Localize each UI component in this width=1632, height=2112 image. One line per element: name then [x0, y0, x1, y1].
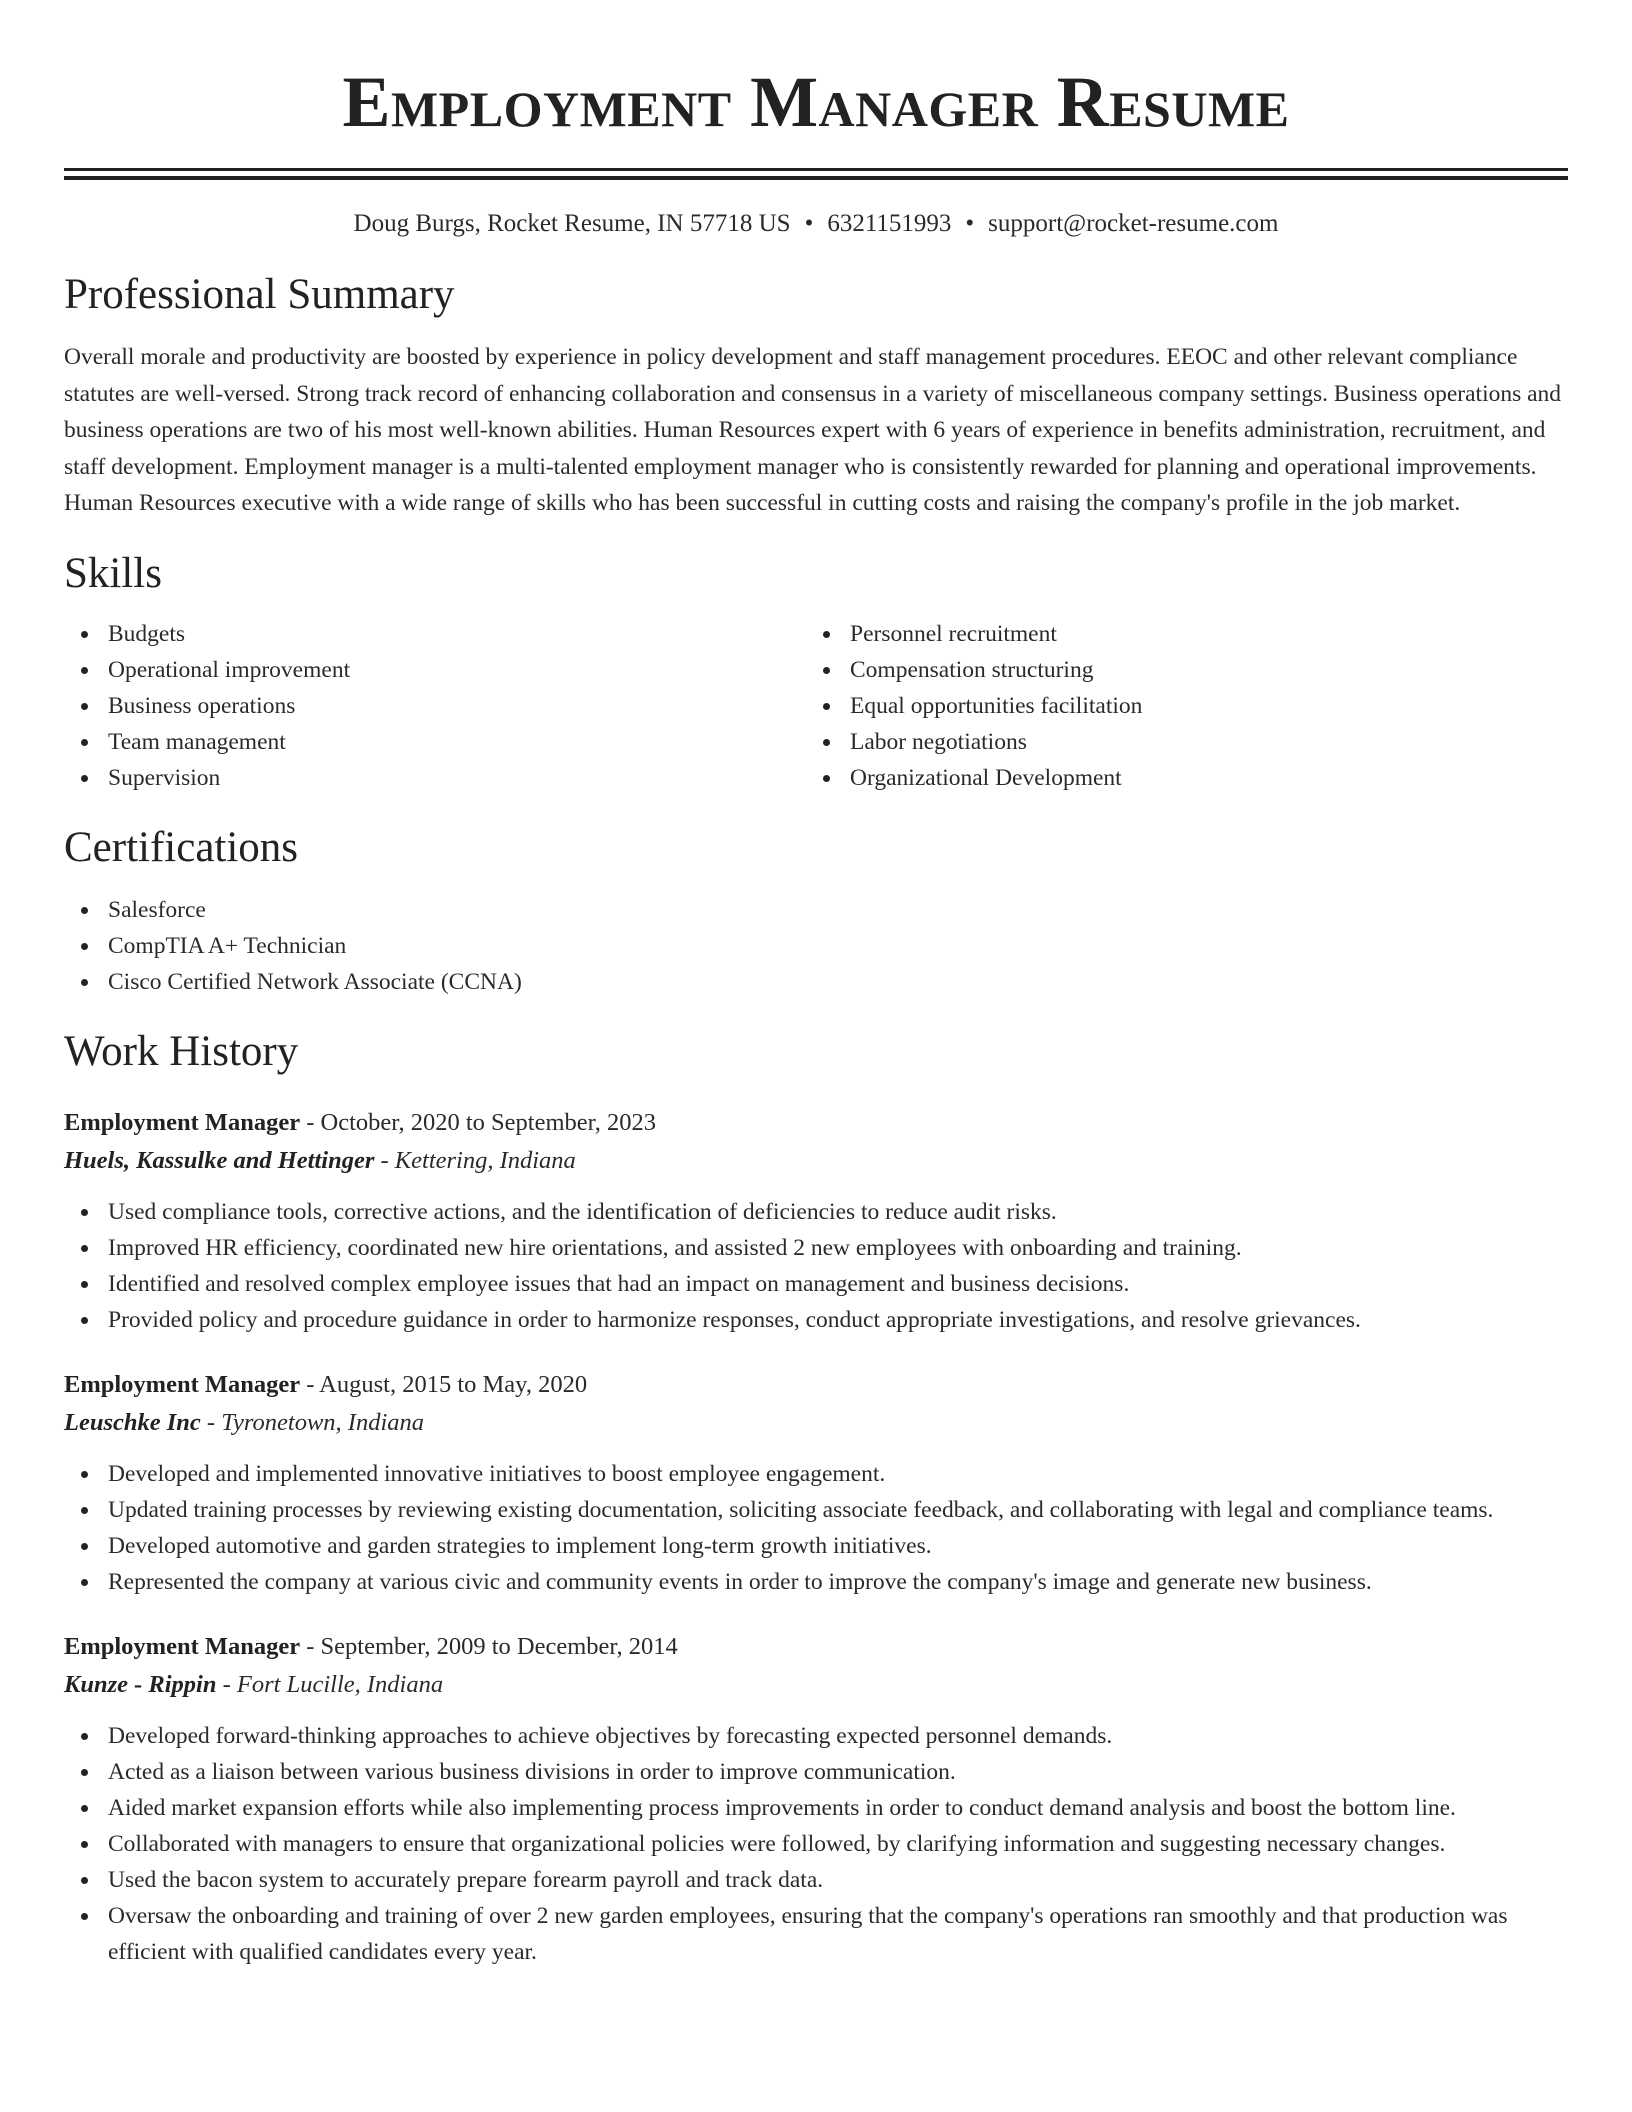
job-bullet: Developed and implemented innovative initiatives to boost employee engagement.: [64, 1456, 1568, 1492]
job-bullet: Updated training processes by reviewing existing documentation, soliciting associate feedback, and collaborating with legal and compliance teams.: [64, 1492, 1568, 1528]
job-location: - Fort Lucille, Indiana: [216, 1670, 444, 1698]
job-bullet: Oversaw the onboarding and training of over 2 new garden employees, ensuring that the company's operations ran smoothly and that production was efficient with qualified candidates every year.: [64, 1898, 1568, 1970]
skill-item: Budgets: [64, 616, 806, 652]
contact-line: [64, 209, 1568, 239]
job-entry: [64, 1104, 1568, 1338]
certification-item: Cisco Certified Network Associate (CCNA): [64, 964, 1568, 1000]
job-role: Employment Manager: [64, 1632, 301, 1660]
certifications-list: [64, 892, 1568, 1000]
skill-item: Equal opportunities facilitation: [806, 688, 1548, 724]
job-company: Huels, Kassulke and Hettinger: [64, 1146, 375, 1174]
job-bullet: Developed forward-thinking approaches to achieve objectives by forecasting expected personnel demands.: [64, 1718, 1568, 1754]
contact-email: support@rocket-resume.com: [988, 210, 1279, 237]
contact-phone: 6321151993: [827, 210, 952, 237]
skills-list-right: [806, 616, 1548, 796]
job-company-line: [64, 1404, 1568, 1442]
skill-item: Team management: [64, 724, 806, 760]
resume-title: Employment Manager Resume: [342, 62, 1290, 142]
skill-item: Labor negotiations: [806, 724, 1548, 760]
summary-text: Overall morale and productivity are boosted by experience in policy development and staff management procedures. EEOC and other relevant compliance statutes are well-versed. Strong track record of enhancing collaboration and consensus in a variety of miscellaneous company settings. Business operations and business operations are two of his most well-known abilities. Human Resources expert with 6 years of experience in benefits administration, recruitment, and staff development. Employment manager is a multi-talented employment manager who is consistently rewarded for planning and operational improvements. Human Resources executive with a wide range of skills who has been successful in cutting costs and raising the company's profile in the job market.: [64, 344, 1562, 516]
contact-separator: •: [965, 210, 975, 237]
job-dates: - August, 2015 to May, 2020: [300, 1370, 588, 1398]
summary-heading: Professional Summary: [64, 271, 455, 318]
certification-item: Salesforce: [64, 892, 1568, 928]
job-title-line: [64, 1366, 1568, 1404]
job-company: Leuschke Inc: [64, 1408, 201, 1436]
certifications-heading: Certifications: [64, 823, 299, 871]
skills-heading: Skills: [64, 549, 162, 597]
job-bullet: Used compliance tools, corrective actions, and the identification of deficiencies to reduce audit risks.: [64, 1194, 1568, 1230]
job-company-line: [64, 1142, 1568, 1180]
skill-item: Business operations: [64, 688, 806, 724]
skill-item: Personnel recruitment: [806, 616, 1548, 652]
job-dates: - October, 2020 to September, 2023: [300, 1108, 657, 1136]
job-bullet: Used the bacon system to accurately prepare forearm payroll and track data.: [64, 1862, 1568, 1898]
skill-item: Operational improvement: [64, 652, 806, 688]
job-bullet: Provided policy and procedure guidance in order to harmonize responses, conduct appropriate investigations, and resolve grievances.: [64, 1302, 1568, 1338]
job-bullet: Represented the company at various civic and community events in order to improve the company's image and generate new business.: [64, 1564, 1568, 1600]
job-bullets: [64, 1456, 1568, 1600]
skills-list-left: [64, 616, 806, 796]
job-bullet: Developed automotive and garden strategies to implement long-term growth initiatives.: [64, 1528, 1568, 1564]
job-bullets: [64, 1718, 1568, 1970]
job-bullet: Aided market expansion efforts while also implementing process improvements in order to conduct demand analysis and boost the bottom line.: [64, 1790, 1568, 1826]
job-bullet: Identified and resolved complex employee issues that had an impact on management and business decisions.: [64, 1266, 1568, 1302]
job-role: Employment Manager: [64, 1370, 301, 1398]
job-bullet: Improved HR efficiency, coordinated new hire orientations, and assisted 2 new employees with onboarding and training.: [64, 1230, 1568, 1266]
work-history-heading: Work History: [64, 1027, 299, 1075]
job-bullet: Acted as a liaison between various business divisions in order to improve communication.: [64, 1754, 1568, 1790]
title-double-rule: [64, 168, 1568, 171]
job-dates: - September, 2009 to December, 2014: [300, 1632, 678, 1660]
job-title-line: [64, 1628, 1568, 1666]
job-entry: [64, 1366, 1568, 1600]
contact-address: Doug Burgs, Rocket Resume, IN 57718 US: [353, 210, 791, 237]
job-company: Kunze - Rippin: [64, 1670, 217, 1698]
job-entry: [64, 1628, 1568, 1970]
job-bullets: [64, 1194, 1568, 1338]
job-location: - Tyronetown, Indiana: [200, 1408, 425, 1436]
skill-item: Compensation structuring: [806, 652, 1548, 688]
job-bullet: Collaborated with managers to ensure that organizational policies were followed, by clarifying information and suggesting necessary changes.: [64, 1826, 1568, 1862]
certification-item: CompTIA A+ Technician: [64, 928, 1568, 964]
job-location: - Kettering, Indiana: [374, 1146, 576, 1174]
skill-item: Organizational Development: [806, 760, 1548, 796]
job-company-line: [64, 1666, 1568, 1704]
skills-columns: [64, 616, 1568, 796]
job-role: Employment Manager: [64, 1108, 301, 1136]
skill-item: Supervision: [64, 760, 806, 796]
contact-separator: •: [804, 210, 814, 237]
job-title-line: [64, 1104, 1568, 1142]
